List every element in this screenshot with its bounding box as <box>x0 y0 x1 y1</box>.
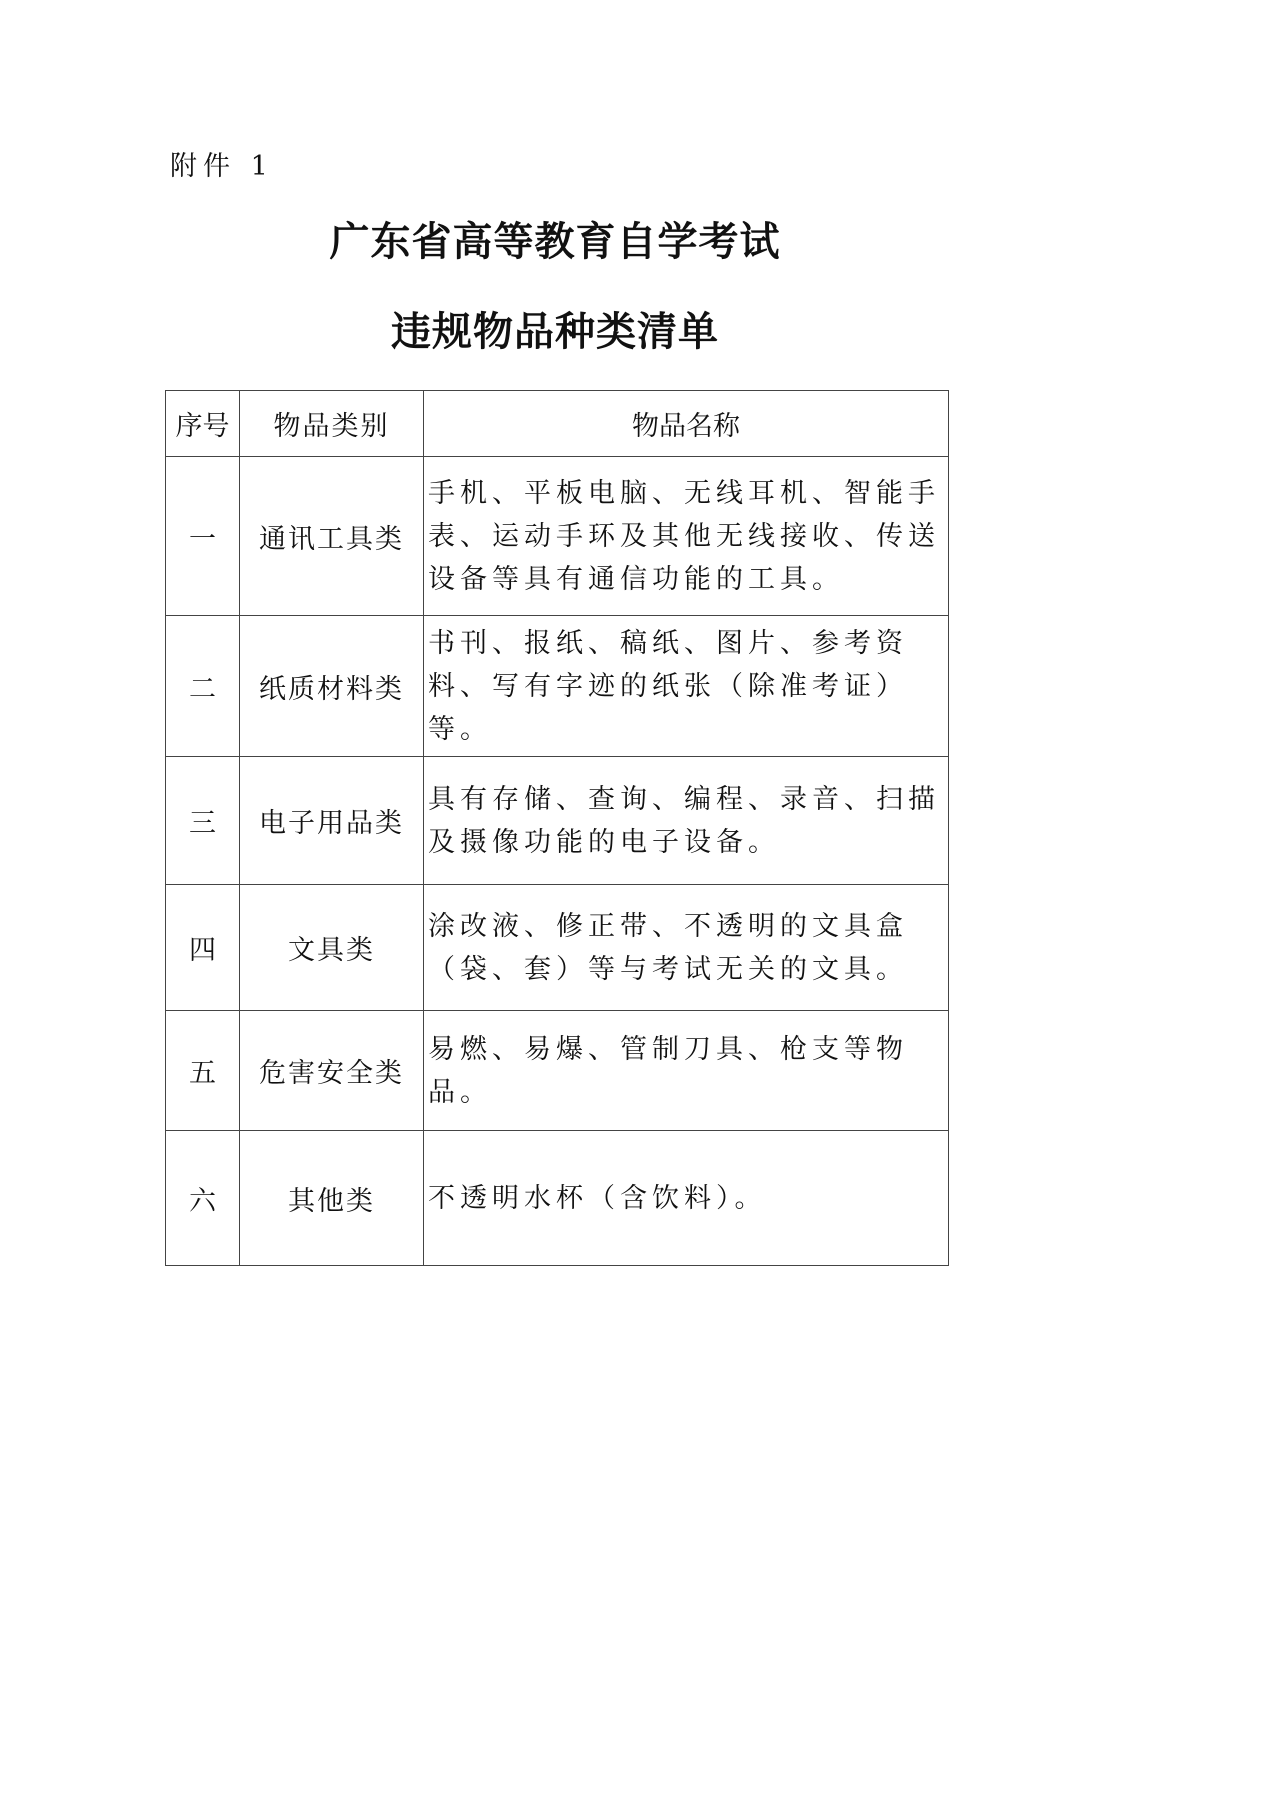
row-category: 文具类 <box>240 885 424 1011</box>
header-serial-number: 序号 <box>166 391 240 457</box>
row-serial-number: 五 <box>166 1011 240 1131</box>
row-category: 其他类 <box>240 1131 424 1266</box>
row-category: 电子用品类 <box>240 757 424 885</box>
table-row <box>166 457 949 616</box>
row-serial-number: 二 <box>166 616 240 757</box>
table-header-row <box>166 391 949 457</box>
row-category: 通讯工具类 <box>240 457 424 616</box>
row-items: 涂改液、修正带、不透明的文具盒（袋、套）等与考试无关的文具。 <box>424 885 949 1011</box>
row-serial-number: 三 <box>166 757 240 885</box>
row-items: 具有存储、查询、编程、录音、扫描及摄像功能的电子设备。 <box>424 757 949 885</box>
table-row <box>166 1011 949 1131</box>
row-items: 易燃、易爆、管制刀具、枪支等物品。 <box>424 1011 949 1131</box>
prohibited-items-table <box>165 390 949 1266</box>
header-item-category: 物品类别 <box>240 391 424 457</box>
row-items: 不透明水杯（含饮料）。 <box>424 1131 949 1266</box>
row-category: 危害安全类 <box>240 1011 424 1131</box>
attachment-label: 附件 1 <box>170 151 274 182</box>
table-row <box>166 1131 949 1266</box>
table-row <box>166 616 949 757</box>
row-serial-number: 六 <box>166 1131 240 1266</box>
header-item-names: 物品名称 <box>424 391 949 457</box>
document-title-line-2: 违规物品种类清单 <box>391 308 719 355</box>
row-serial-number: 四 <box>166 885 240 1011</box>
row-items: 手机、平板电脑、无线耳机、智能手表、运动手环及其他无线接收、传送设备等具有通信功能的工具。 <box>424 457 949 616</box>
row-items: 书刊、报纸、稿纸、图片、参考资料、写有字迹的纸张（除准考证）等。 <box>424 616 949 757</box>
row-category: 纸质材料类 <box>240 616 424 757</box>
document-title-line-1: 广东省高等教育自学考试 <box>329 218 781 265</box>
table-row <box>166 757 949 885</box>
table-row <box>166 885 949 1011</box>
row-serial-number: 一 <box>166 457 240 616</box>
